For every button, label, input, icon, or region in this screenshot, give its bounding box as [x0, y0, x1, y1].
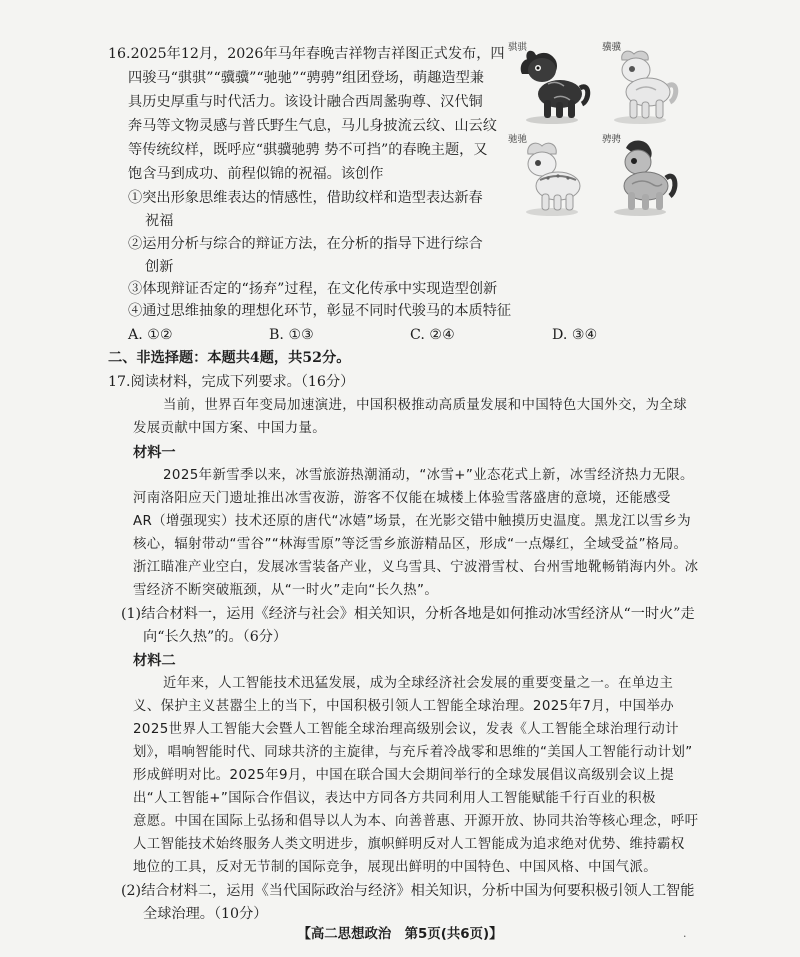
q16-line-2: 四骏马“骐骐”“骥骥”“驰驰”“骋骋”组团登场，萌趣造型兼	[128, 70, 484, 86]
q16-line-1: 16.2025年12月，2026年马年春晚吉祥物吉祥图正式发布，四	[108, 46, 505, 62]
q16-choice-1-cont: 祝福	[145, 213, 174, 229]
q16-option-d: D. ③④	[552, 327, 598, 343]
material-1-line-6: 雪经济不断突破瓶颈，从“一时火”走向“长久热”。	[133, 583, 439, 598]
mascot-label-1: 骐骐	[508, 42, 528, 53]
q16-line-5: 等传统纹样，既呼应“骐骥驰骋 势不可挡”的春晚主题，又	[128, 142, 488, 158]
corner-mark: ·	[683, 930, 687, 943]
material-2-line-2: 义、保护主义甚嚣尘上的当下，中国积极引领人工智能全球治理。2025年7月，中国举办	[133, 699, 675, 714]
q16-option-c: C. ②④	[410, 327, 455, 343]
q16-choice-4: ④通过思维抽象的理想化环节，彰显不同时代骏马的本质特征	[128, 303, 512, 319]
q16-line-3: 具历史厚重与时代活力。该设计融合西周盠驹尊、汉代铜	[128, 94, 483, 110]
material-2-line-3: 2025世界人工智能大会暨人工智能全球治理高级别会议，发表《人工智能全球治理行动计	[133, 722, 679, 737]
material-2-title: 材料二	[133, 653, 176, 669]
material-2-line-7: 意愿。中国在国际上弘扬和倡导以人为本、向善普惠、开源开放、协同共治等核心理念，呼吁	[133, 814, 699, 829]
material-2-line-9: 地位的工具，反对无节制的国际竞争，展现出鲜明的中国特色、中国风格、中国气派。	[133, 860, 658, 875]
mascot-label-3: 驰驰	[508, 134, 528, 145]
mascot-label-2: 骥骥	[602, 42, 622, 53]
material-1-line-3: AR（增强现实）技术还原的唐代“冰嬉”场景，在光影交错中触摸历史温度。黑龙江以雪乡为	[133, 514, 691, 529]
q17-intro-line-1: 当前，世界百年变局加速演进，中国积极推动高质量发展和中国特色大国外交，为全球	[163, 398, 688, 413]
material-2-line-6: 出“人工智能+”国际合作倡议，表达中方同各方共同利用人工智能赋能千行百业的积极	[133, 791, 656, 806]
mascot-panel-4	[596, 132, 680, 218]
mascot-panel-3	[508, 132, 592, 218]
page-footer: 【高二思想政治 第5页(共6页)】	[297, 927, 503, 942]
material-1-line-5: 浙江瞄准产业空白，发展冰雪装备产业，义乌雪具、宁波滑雪杖、台州雪地靴畅销海内外。冰	[133, 560, 699, 575]
q16-line-6: 饱含马到成功、前程似锦的祝福。该创作	[128, 166, 384, 182]
q16-option-a: A. ①②	[128, 327, 173, 343]
mascot-panel-1	[508, 40, 592, 126]
q17-intro-line-2: 发展贡献中国方案、中国力量。	[133, 421, 327, 436]
q16-choice-1: ①突出形象思维表达的情感性，借助纹样和造型表达新春	[128, 190, 483, 206]
q16-option-b: B. ①③	[269, 327, 314, 343]
mascot-label-4: 骋骋	[602, 134, 622, 145]
section-2-header: 二、非选择题：本题共4题，共52分。	[108, 350, 351, 366]
material-2-line-4: 划》，唱响智能时代、同球共济的主旋律，与充斥着冷战零和思维的“美国人工智能行动计划”	[133, 745, 693, 760]
q17-sub2-line-2: 全球治理。（10分）	[143, 906, 268, 922]
material-1-line-2: 河南洛阳应天门遗址推出冰雪夜游，游客不仅能在城楼上体验雪落盛唐的意境，还能感受	[133, 491, 671, 506]
q16-line-4: 奔马等文物灵感与普氏野生气息，马儿身披流云纹、山云纹	[128, 118, 497, 134]
q16-choice-3: ③体现辩证否定的“扬弃”过程，在文化传承中实现造型创新	[128, 281, 498, 297]
material-2-line-1: 近年来，人工智能技术迅猛发展，成为全球经济社会发展的重要变量之一。在单边主	[163, 676, 674, 691]
mascot-panel-2	[596, 40, 680, 126]
q17-sub1-line-2: 向“长久热”的。（6分）	[143, 629, 288, 645]
q16-choice-2: ②运用分析与综合的辩证方法，在分析的指导下进行综合	[128, 236, 483, 252]
material-2-line-5: 形成鲜明对比。2025年9月，中国在联合国大会期间举行的全球发展倡议高级别会议上提	[133, 768, 675, 783]
q17-stem: 17.阅读材料，完成下列要求。（16分）	[108, 374, 355, 390]
material-1-line-4: 核心，辐射带动“雪谷”“林海雪原”等泛雪乡旅游精品区，形成“一点爆红，全域受益”格局。	[133, 537, 688, 552]
material-2-line-8: 人工智能技术始终服务人类文明进步，旗帜鲜明反对人工智能成为追求绝对优势、维持霸权	[133, 837, 685, 852]
mascot-figure	[508, 40, 680, 218]
q17-sub2-line-1: (2)结合材料二，运用《当代国际政治与经济》相关知识，分析中国为何要积极引领人工智能	[121, 883, 695, 899]
q16-choice-2-cont: 创新	[145, 259, 174, 275]
material-1-title: 材料一	[133, 445, 176, 461]
material-1-line-1: 2025年新雪季以来，冰雪旅游热潮涌动，“冰雪+”业态花式上新，冰雪经济热力无限。	[163, 468, 694, 483]
q17-sub1-line-1: (1)结合材料一，运用《经济与社会》相关知识，分析各地是如何推动冰雪经济从“一时火”走	[121, 606, 695, 622]
